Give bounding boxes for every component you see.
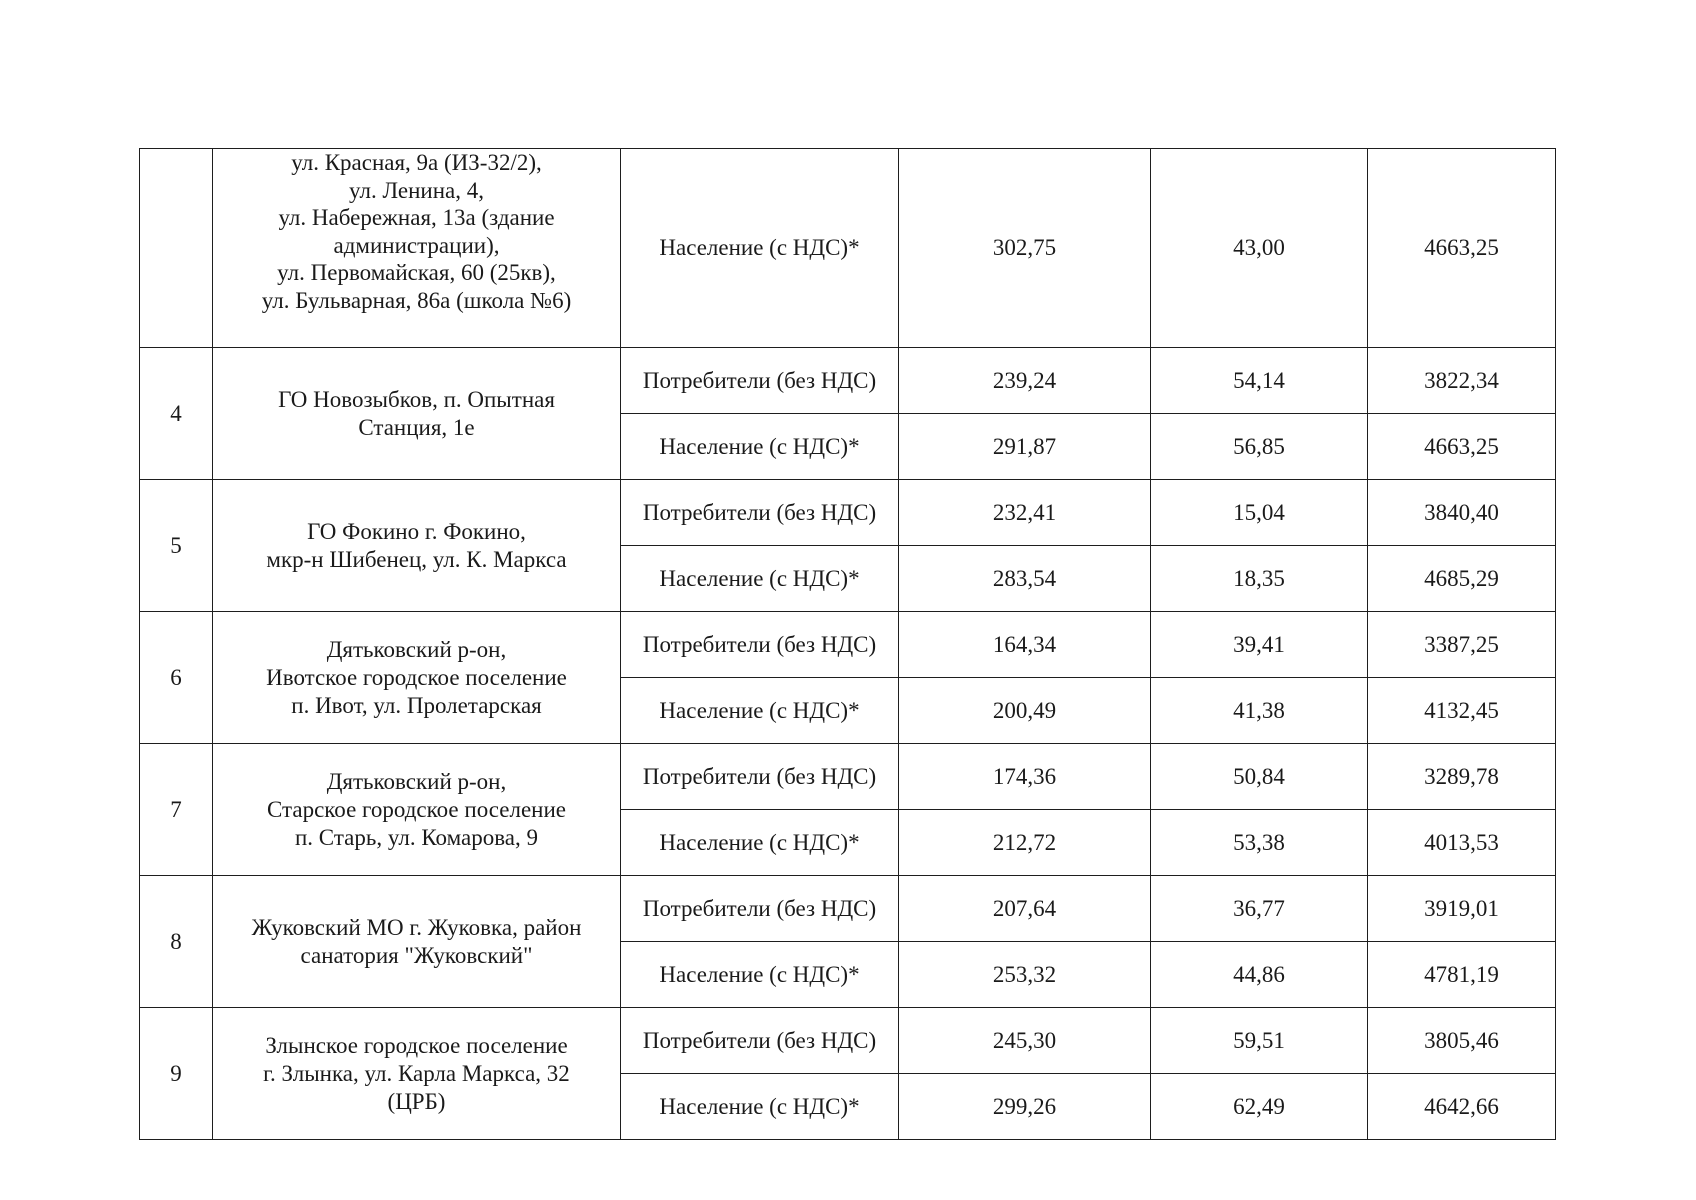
value-cell-3: 3840,40 [1368,480,1556,546]
consumer-cell: Население (с НДС)* [621,810,899,876]
value-cell-2: 18,35 [1151,546,1368,612]
row-number-cell: 5 [140,480,213,612]
row-number-cell: 6 [140,612,213,744]
consumer-cell: Потребители (без НДС) [621,480,899,546]
value-cell-3: 4781,19 [1368,942,1556,1008]
table-body [140,149,1556,1140]
value-cell-3: 4132,45 [1368,678,1556,744]
value-cell-1: 245,30 [899,1008,1151,1074]
address-cell: ГО Новозыбков, п. Опытная Станция, 1е [213,348,621,480]
value-cell-1: 200,49 [899,678,1151,744]
value-cell-2: 39,41 [1151,612,1368,678]
value-cell-1: 302,75 [899,149,1151,348]
table-row [140,480,1556,546]
table-row [140,612,1556,678]
row-number-cell: 9 [140,1008,213,1140]
value-cell-3: 4685,29 [1368,546,1556,612]
tariff-table [139,148,1556,1140]
value-cell-2: 62,49 [1151,1074,1368,1140]
table-row [140,876,1556,942]
consumer-cell: Население (с НДС)* [621,1074,899,1140]
value-cell-1: 232,41 [899,480,1151,546]
row-number-cell: 8 [140,876,213,1008]
value-cell-3: 3289,78 [1368,744,1556,810]
consumer-cell: Население (с НДС)* [621,678,899,744]
value-cell-3: 4663,25 [1368,414,1556,480]
address-cell: Злынское городское поселение г. Злынка, ул. Карла Маркса, 32 (ЦРБ) [213,1008,621,1140]
table-row [140,149,1556,348]
address-cell: ГО Фокино г. Фокино, мкр-н Шибенец, ул. К. Маркса [213,480,621,612]
value-cell-2: 50,84 [1151,744,1368,810]
value-cell-2: 53,38 [1151,810,1368,876]
consumer-cell: Население (с НДС)* [621,149,899,348]
consumer-cell: Потребители (без НДС) [621,612,899,678]
value-cell-1: 207,64 [899,876,1151,942]
consumer-cell: Население (с НДС)* [621,942,899,1008]
consumer-cell: Потребители (без НДС) [621,348,899,414]
value-cell-1: 283,54 [899,546,1151,612]
address-cell: ул. Красная, 9а (ИЗ-32/2), ул. Ленина, 4, ул. Набережная, 13а (здание администрации), ул. Первомайская, 60 (25кв), ул. Бульварная, 86а (школа №6) [213,149,621,348]
row-number-cell [140,149,213,348]
consumer-cell: Население (с НДС)* [621,414,899,480]
consumer-cell: Население (с НДС)* [621,546,899,612]
table-row [140,744,1556,810]
value-cell-3: 3822,34 [1368,348,1556,414]
address-cell: Дятьковский р-он, Ивотское городское поселение п. Ивот, ул. Пролетарская [213,612,621,744]
value-cell-3: 4013,53 [1368,810,1556,876]
value-cell-2: 15,04 [1151,480,1368,546]
consumer-cell: Потребители (без НДС) [621,744,899,810]
value-cell-3: 3805,46 [1368,1008,1556,1074]
value-cell-3: 3387,25 [1368,612,1556,678]
value-cell-1: 239,24 [899,348,1151,414]
value-cell-2: 54,14 [1151,348,1368,414]
value-cell-1: 291,87 [899,414,1151,480]
value-cell-1: 299,26 [899,1074,1151,1140]
table-row [140,348,1556,414]
value-cell-1: 164,34 [899,612,1151,678]
value-cell-3: 3919,01 [1368,876,1556,942]
value-cell-1: 174,36 [899,744,1151,810]
value-cell-2: 56,85 [1151,414,1368,480]
consumer-cell: Потребители (без НДС) [621,1008,899,1074]
value-cell-1: 212,72 [899,810,1151,876]
value-cell-1: 253,32 [899,942,1151,1008]
address-cell: Дятьковский р-он, Старское городское поселение п. Старь, ул. Комарова, 9 [213,744,621,876]
value-cell-2: 41,38 [1151,678,1368,744]
value-cell-3: 4642,66 [1368,1074,1556,1140]
address-cell: Жуковский МО г. Жуковка, район санатория "Жуковский" [213,876,621,1008]
table-row [140,1008,1556,1074]
row-number-cell: 7 [140,744,213,876]
consumer-cell: Потребители (без НДС) [621,876,899,942]
value-cell-2: 44,86 [1151,942,1368,1008]
value-cell-2: 59,51 [1151,1008,1368,1074]
row-number-cell: 4 [140,348,213,480]
value-cell-2: 36,77 [1151,876,1368,942]
value-cell-3: 4663,25 [1368,149,1556,348]
value-cell-2: 43,00 [1151,149,1368,348]
